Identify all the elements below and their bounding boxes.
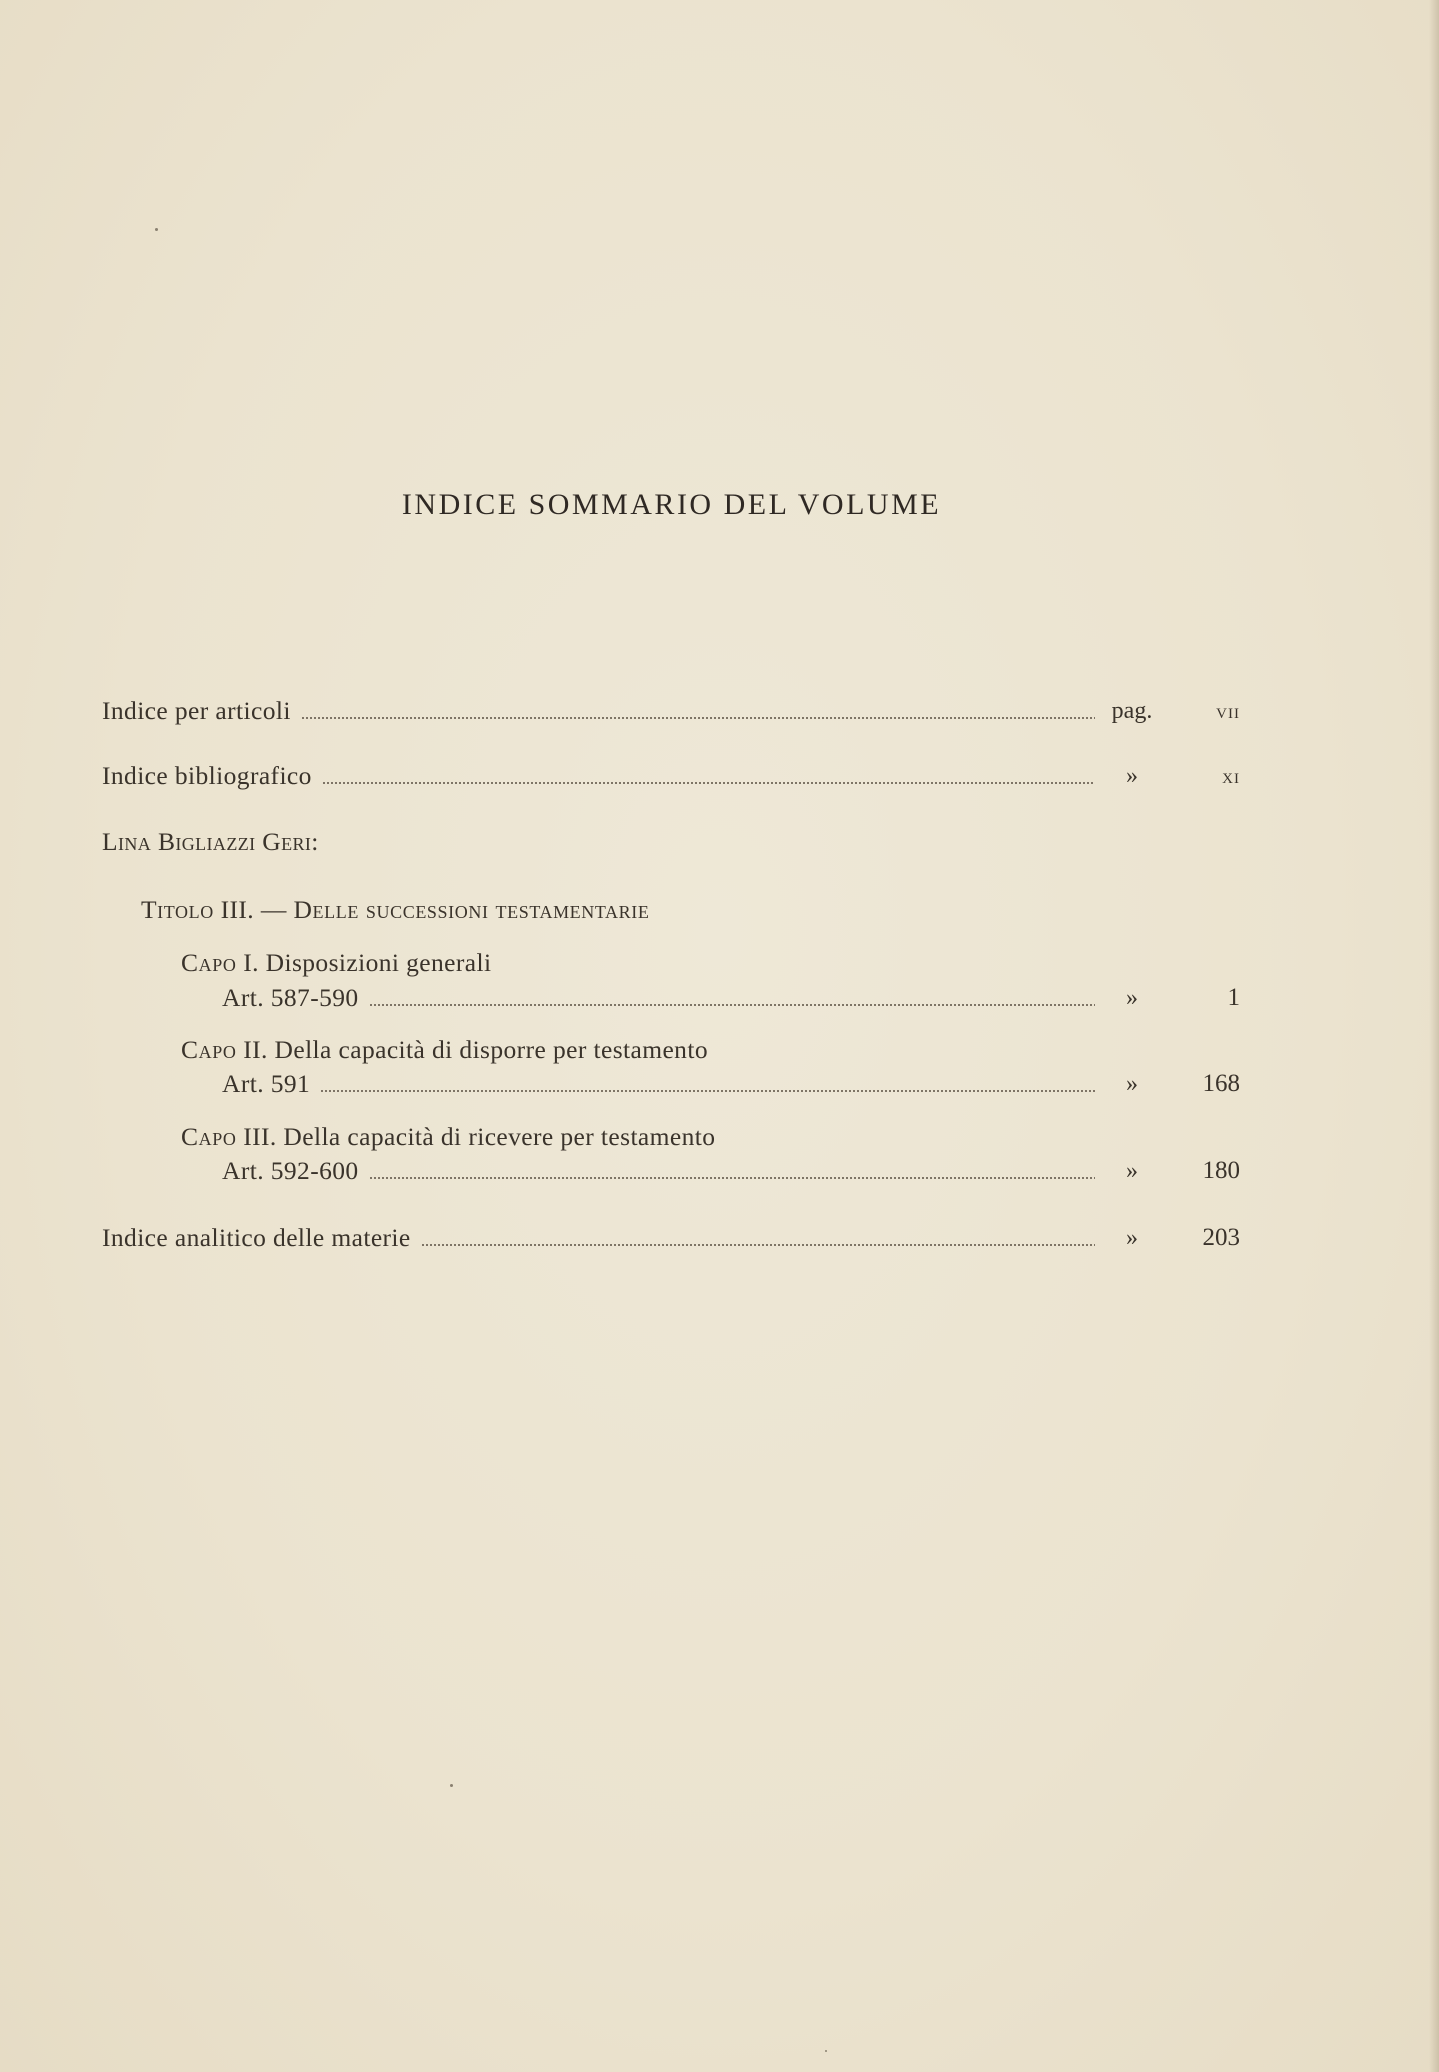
toc-entry-capo-3 [0,1154,1439,1188]
capo-heading-2 [181,1033,708,1067]
titolo-dash: — [260,895,287,924]
dot-leader [369,1177,1095,1179]
toc-entry-capo-1 [0,981,1439,1015]
dot-leader [320,1090,1095,1092]
capo-prefix: Capo [181,1035,237,1064]
dot-leader [322,782,1095,784]
page-marker: pag. [1111,698,1153,724]
toc-entry-indice-analitico [0,1221,1439,1255]
article-range: Art. 591 [222,1069,311,1098]
paper-speck [155,228,158,231]
author-heading: Lina Bigliazzi Geri: [102,827,319,856]
page-number: 203 [1202,1224,1240,1251]
toc-entry-capo-2 [0,1067,1439,1101]
page-number: 168 [1202,1070,1240,1097]
dot-leader [421,1244,1095,1246]
ditto-marker: » [1126,1225,1138,1251]
article-range: Art. 587-590 [222,983,359,1012]
titolo-numeral: III. [220,895,255,924]
dot-leader [369,1004,1095,1006]
page-number: xi [1222,764,1240,788]
capo-heading-3 [181,1120,715,1154]
toc-entry-label: Indice bibliografico [102,761,312,790]
article-range: Art. 592-600 [222,1156,359,1185]
paper-speck [450,1784,453,1787]
page-title: INDICE SOMMARIO DEL VOLUME [401,488,942,521]
paper-speck [825,2050,827,2052]
capo-title: III. Della capacità di ricevere per testamento [243,1122,716,1151]
titolo-heading [141,893,649,927]
capo-title: II. Della capacità di disporre per testamento [243,1035,708,1064]
toc-entry-indice-articoli [0,694,1439,728]
page-number: 180 [1202,1157,1240,1184]
capo-prefix: Capo [181,948,237,977]
titolo-prefix: Titolo [141,895,214,924]
toc-entry-indice-bibliografico [0,759,1439,793]
capo-heading-1 [181,946,491,980]
toc-entry-label: Indice analitico delle materie [102,1223,411,1252]
ditto-marker: » [1126,1158,1138,1184]
page-number: 1 [1227,984,1240,1011]
ditto-marker: » [1126,985,1138,1011]
toc-entry-label: Indice per articoli [102,696,291,725]
page-number: vii [1216,699,1240,723]
ditto-marker: » [1126,763,1138,789]
capo-prefix: Capo [181,1122,237,1151]
titolo-label: Delle successioni testamentarie [293,895,650,924]
page-edge-shadow [1429,0,1439,2072]
ditto-marker: » [1126,1071,1138,1097]
capo-title: I. Disposizioni generali [243,948,492,977]
dot-leader [301,717,1095,719]
